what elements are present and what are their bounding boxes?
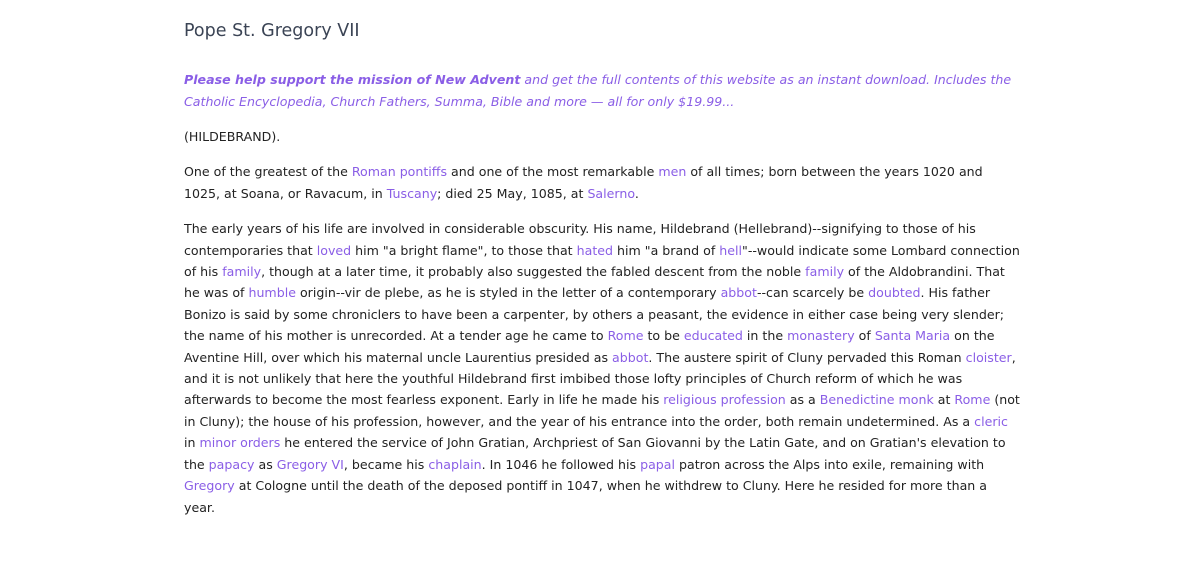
text-segment: of (854, 328, 875, 344)
text-segment: he entered the service of John Gratian, Archpriest of San Giovanni by the Latin Gate, and on Gratian's elevation to the (184, 435, 1006, 472)
link-hell[interactable]: hell (719, 242, 743, 258)
text-segment: to be (643, 328, 684, 344)
text-segment: (HILDEBRAND). (184, 129, 281, 144)
text-segment: at Cologne until the death of the deposed pontiff in 1047, when he withdrew to Cluny. Here he resided for more than a year. (184, 478, 988, 515)
page-title: Pope St. Gregory VII (184, 21, 360, 41)
link-educated[interactable]: educated (683, 328, 743, 344)
link-chaplain[interactable]: chaplain (428, 456, 482, 472)
link-gregory[interactable]: Gregory (184, 478, 235, 494)
promo-bold-text: Please help support the mission of New Advent (184, 72, 521, 87)
text-segment: ; died 25 May, 1085, at (437, 185, 588, 201)
text-segment: . His father Bonizo is said by some chroniclers to have been a carpenter, by others a peasant, the evidence in either case being very slender; the name of his mother is unrecorded. At a tender age he came to (184, 285, 1005, 344)
text-segment: of the Aldobrandini. That he was of (184, 264, 1005, 301)
text-segment: . The austere spirit of Cluny pervaded this Roman (648, 349, 966, 365)
link-papal[interactable]: papal (640, 456, 676, 472)
link-cloister[interactable]: cloister (965, 349, 1012, 365)
promo-link[interactable] (184, 72, 1011, 109)
text-segment: --can scarcely be (756, 285, 869, 301)
link-monastery[interactable]: monastery (787, 328, 855, 344)
text-segment: him "a bright flame", to those that (351, 242, 577, 258)
text-segment: on the Aventine Hill, over which his maternal uncle Laurentius presided as (184, 328, 995, 365)
link-benedictine-monk[interactable]: Benedictine monk (819, 392, 934, 408)
link-hated[interactable]: hated (576, 242, 614, 258)
text-segment: , and it is not unlikely that here the youthful Hildebrand first imbibed those lofty principles of Church reform of which he was afterwards to become the most fearless exponent. Early in life he made his (184, 349, 1016, 408)
paragraph-hildebrand (184, 126, 1020, 147)
link-rome[interactable]: Rome (607, 328, 644, 344)
text-segment: . (634, 185, 639, 201)
link-cleric[interactable]: cleric (974, 413, 1008, 429)
link-religious-profession[interactable]: religious profession (663, 392, 786, 408)
paragraph-early-years (184, 218, 1020, 518)
text-segment: (not in Cluny); the house of his profession, however, and the year of his entrance into the order, both remain undetermined. As a (184, 392, 1020, 429)
link-abbot[interactable]: abbot (720, 285, 757, 301)
link-papacy[interactable]: papacy (208, 456, 255, 472)
link-roman-pontiffs[interactable]: Roman pontiffs (351, 164, 448, 180)
link-humble[interactable]: humble (248, 285, 296, 301)
link-doubted[interactable]: doubted (868, 285, 921, 301)
link-tuscany[interactable]: Tuscany (386, 185, 438, 201)
link-abbot[interactable]: abbot (612, 349, 649, 365)
text-segment: , though at a later time, it probably also suggested the fabled descent from the noble (261, 264, 806, 280)
promo-banner (184, 69, 1020, 112)
text-segment: of all times; born between the years 1020 and 1025, at Soana, or Ravacum, in (184, 164, 983, 201)
paragraph-intro (184, 161, 1020, 204)
article-content (184, 18, 1020, 532)
text-segment: origin--vir de plebe, as he is styled in the letter of a contemporary (295, 285, 721, 301)
link-gregory-vi[interactable]: Gregory VI (276, 456, 344, 472)
text-segment: and one of the most remarkable (447, 164, 659, 180)
text-segment: at (933, 392, 955, 408)
text-segment: "--would indicate some Lombard connection of his (184, 242, 1020, 280)
text-segment: him "a brand of (613, 242, 720, 258)
link-loved[interactable]: loved (316, 242, 352, 258)
link-family[interactable]: family (222, 264, 262, 280)
link-salerno[interactable]: Salerno (587, 185, 635, 201)
link-rome[interactable]: Rome (954, 392, 991, 408)
promo-rest-text: and get the full contents of this website as an instant download. Includes the Catholic Encyclopedia, Church Fathers, Summa, Bible and more — all for only $19.99... (184, 72, 1012, 109)
text-segment: . In 1046 he followed his (481, 456, 641, 472)
text-segment: , became his (343, 456, 429, 472)
article-body (184, 126, 1020, 518)
text-segment: One of the greatest of the (184, 164, 352, 180)
text-segment: The early years of his life are involved in considerable obscurity. His name, Hildebrand (Hellebrand)--signifying to those of his contemporaries that (184, 221, 976, 258)
link-family[interactable]: family (805, 264, 845, 280)
text-segment: patron across the Alps into exile, remaining with (675, 456, 985, 472)
link-men[interactable]: men (658, 164, 687, 180)
text-segment: as a (785, 392, 820, 408)
link-minor-orders[interactable]: minor orders (199, 435, 281, 451)
text-segment: in (184, 435, 200, 451)
text-segment: in the (742, 328, 788, 344)
text-segment: as (254, 456, 277, 472)
link-santa-maria[interactable]: Santa Maria (874, 328, 951, 344)
